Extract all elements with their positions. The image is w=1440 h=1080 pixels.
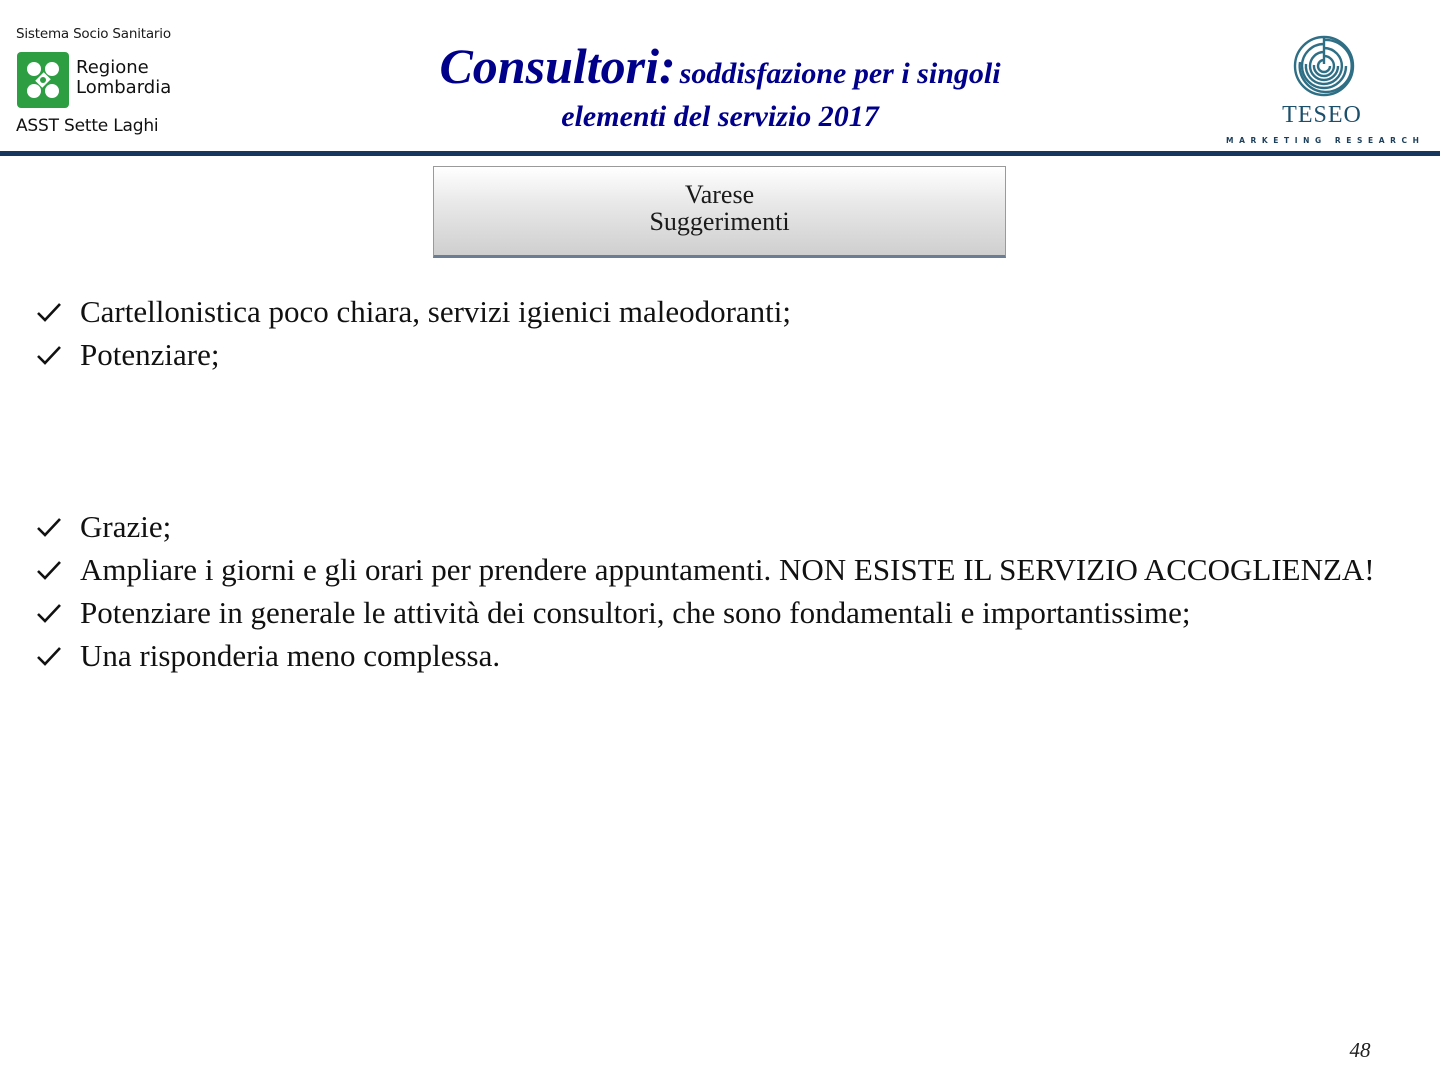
checkmark-icon xyxy=(36,344,62,366)
regione-lombardia-logo xyxy=(14,24,194,142)
teseo-tagline: MARKETING RESEARCH xyxy=(1226,136,1425,145)
logo-bottom-label: ASST Sette Laghi xyxy=(16,116,159,136)
teseo-brand: TESEO xyxy=(1282,102,1362,128)
checkmark-icon xyxy=(36,516,62,538)
header-divider xyxy=(0,151,1440,156)
regione-lombardia-mark-icon xyxy=(17,52,69,108)
title-sub: soddisfazione per i singoli xyxy=(679,57,1001,90)
suggestions-list-1 xyxy=(34,290,1414,376)
title-main: Consultori: xyxy=(439,38,676,94)
list-item: Ampliare i giorni e gli orari per prendere appuntamenti. NON ESISTE IL SERVIZIO ACCOGLIENZA! xyxy=(34,548,1414,591)
list-item: Cartellonistica poco chiara, servizi igienici maleodoranti; xyxy=(34,290,1414,333)
list-item: Grazie; xyxy=(34,505,1414,548)
checkmark-icon xyxy=(36,559,62,581)
checkmark-icon xyxy=(36,301,62,323)
page-title xyxy=(300,38,1140,134)
section-location: Varese xyxy=(684,180,755,209)
list-item: Potenziare; xyxy=(34,333,1414,376)
logo-top-label: Sistema Socio Sanitario xyxy=(16,26,171,42)
list-item: Una risponderia meno complessa. xyxy=(34,634,1414,677)
teseo-logo xyxy=(1222,30,1425,150)
title-line2: elementi del servizio 2017 xyxy=(561,99,879,133)
list-item: Potenziare in generale le attività dei consultori, che sono fondamentali e importantissime; xyxy=(34,591,1414,634)
page-number: 48 xyxy=(1349,1038,1371,1062)
section-subtitle: Suggerimenti xyxy=(649,207,790,236)
checkmark-icon xyxy=(36,645,62,667)
labyrinth-icon xyxy=(1292,34,1356,98)
suggestions-list-2 xyxy=(34,505,1414,677)
logo-region-text: Regione Lombardia xyxy=(76,57,172,98)
section-header-box xyxy=(433,166,1006,258)
checkmark-icon xyxy=(36,602,62,624)
